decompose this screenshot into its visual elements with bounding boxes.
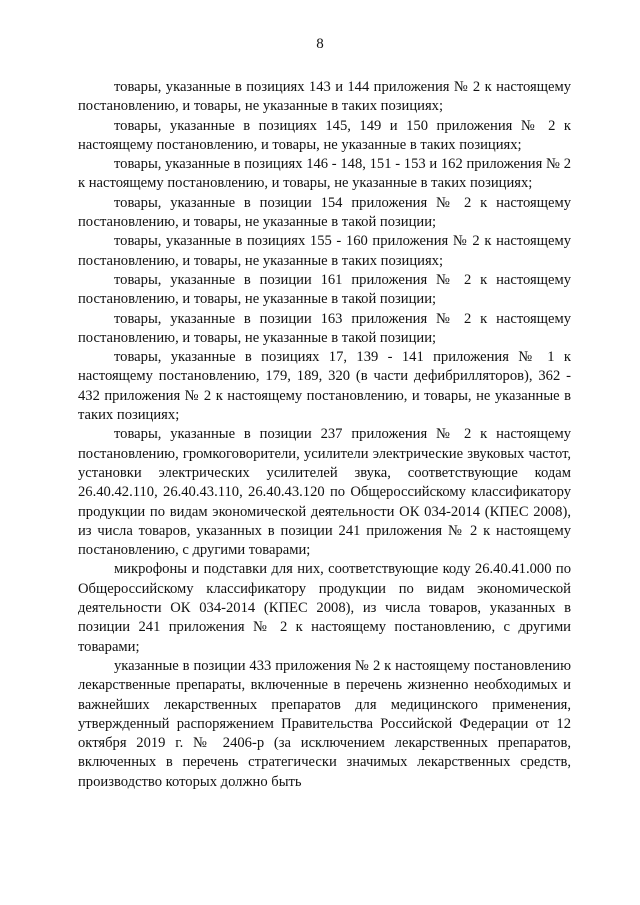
paragraph: товары, указанные в позициях 17, 139 - 141 приложения № 1 к настоящему постановлению, 179, 189, 320 (в части дефибрилляторов), 362 - 432 приложения № 2 к настоящему постановлению, и товары, не указанные в таких позициях;	[78, 349, 571, 424]
paragraph: товары, указанные в позиции 154 приложения № 2 к настоящему постановлению, и товары, не указанные в такой позиции;	[78, 194, 571, 231]
paragraph: товары, указанные в позиции 237 приложения № 2 к настоящему постановлению, громкоговорители, усилители электрические звуковых частот, установки электрических усилителей звука, соответствующие кодам 26.40.42.110, 26.40.43.110, 26.40.43.120 по Общероссийскому классификатору продукции по видам экономической деятельности ОК 034-2014 (КПЕС 2008), из числа товаров, указанных в позиции 241 приложения № 2 к настоящему постановлению, с другими товарами;	[78, 426, 571, 559]
paragraph: товары, указанные в позиции 163 приложения № 2 к настоящему постановлению, и товары, не указанные в такой позиции;	[78, 310, 571, 346]
body-text	[78, 78, 571, 792]
paragraph: товары, указанные в позициях 143 и 144 приложения № 2 к настоящему постановлению, и товары, не указанные в таких позициях;	[78, 79, 571, 115]
paragraph: товары, указанные в позициях 146 - 148, 151 - 153 и 162 приложения № 2 к настоящему постановлению, и товары, не указанные в таких позициях;	[78, 156, 571, 192]
paragraph: указанные в позиции 433 приложения № 2 к настоящему постановлению лекарственные препараты, включенные в перечень жизненно необходимых и важнейших лекарственных препаратов для медицинского применения, утвержденный распоряжением Правительства Российской Федерации от 12 октября 2019 г. № 2406-р (за исключением лекарственных препаратов, включенных в перечень стратегически значимых лекарственных средств, производство которых должно быть	[78, 657, 571, 790]
paragraph: микрофоны и подставки для них, соответствующие коду 26.40.41.000 по Общероссийскому классификатору продукции по видам экономической деятельности ОК 034-2014 (КПЕС 2008), из числа товаров, указанных в позиции 241 приложения № 2 к настоящему постановлению, с другими товарами;	[78, 561, 571, 655]
page-number: 8	[316, 36, 324, 52]
paragraph: товары, указанные в позиции 161 приложения № 2 к настоящему постановлению, и товары, не указанные в такой позиции;	[78, 271, 571, 308]
paragraph: товары, указанные в позициях 155 - 160 приложения № 2 к настоящему постановлению, и товары, не указанные в таких позициях;	[78, 233, 571, 269]
paragraph: товары, указанные в позициях 145, 149 и 150 приложения № 2 к настоящему постановлению, и товары, не указанные в таких позициях;	[78, 117, 571, 153]
